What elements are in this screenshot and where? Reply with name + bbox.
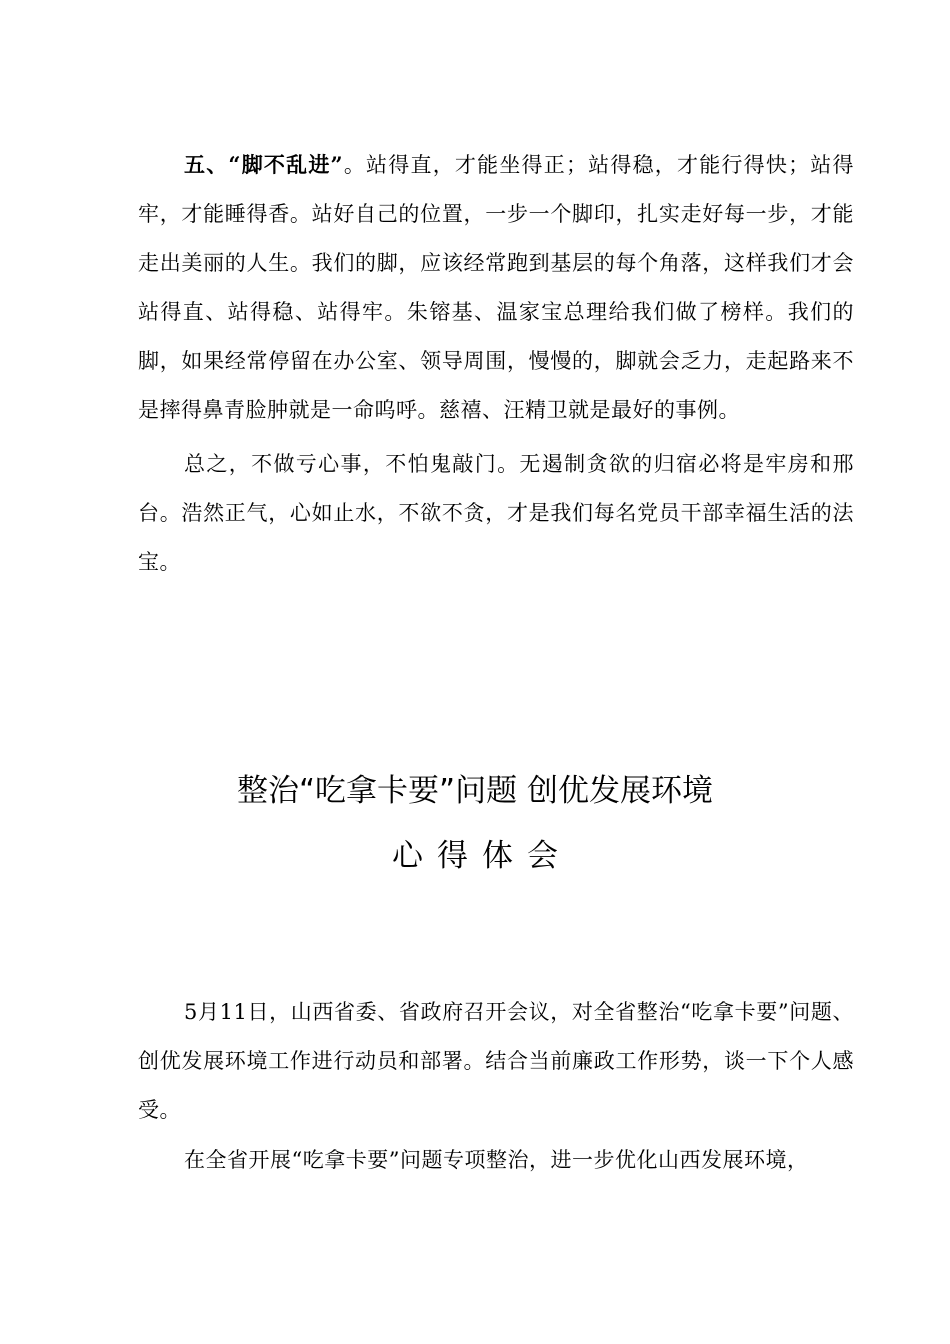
article-paragraph-2: 在全省开展“吃拿卡要”问题专项整治，进一步优化山西发展环境， [184,1148,809,1172]
article-paragraph-1: 5月11日，山西省委、省政府召开会议，对全省整治“吃拿卡要”问题、创优发展环境工作进行动员和部署。结合当前廉政工作形势，谈一下个人感受。 [138,1000,854,1122]
section-five-text: 。站得直，才能坐得正；站得稳，才能行得快；站得牢，才能睡得香。站好自己的位置，一步一个脚印，扎实走好每一步，才能走出美丽的人生。我们的脚，应该经常跑到基层的每个角落，这样我们才会站得直、站得稳、站得牢。朱镕基、温家宝总理给我们做了榜样。我们的脚，如果经常停留在办公室、领导周围，慢慢的，脚就会乏力，走起路来不是摔得鼻青脸肿就是一命呜呼。慈禧、汪精卫就是最好的事例。 [138,153,854,422]
section-five-paragraph [138,140,854,435]
article-subtitle: 心得体会 [392,838,572,874]
article-title: 整治“吃拿卡要”问题 创优发展环境 [237,773,713,809]
conclusion-paragraph: 总之，不做亏心事，不怕鬼敲门。无遏制贪欲的归宿必将是牢房和邢台。浩然正气，心如止水，不欲不贪，才是我们每名党员干部幸福生活的法宝。 [138,452,854,574]
section-five-heading: 五、“脚不乱进” [184,152,344,177]
